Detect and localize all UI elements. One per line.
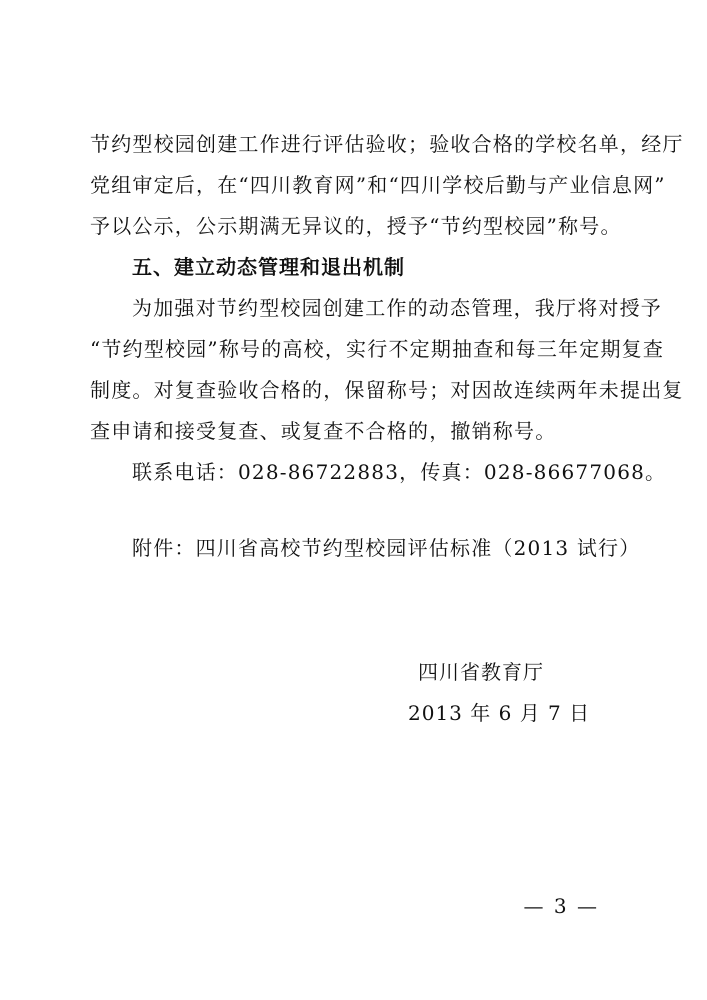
paragraph-line: 予以公示，公示期满无异议的，授予“节约型校园”称号。	[90, 214, 622, 238]
issuer-name: 四川省教育厅	[418, 660, 544, 684]
paragraph-line: 节约型校园创建工作进行评估验收；验收合格的学校名单，经厅	[90, 132, 684, 156]
contact-line: 联系电话：028-86722883，传真：028-86677068。	[132, 460, 667, 484]
paragraph-line: 查申请和接受复查、或复查不合格的，撤销称号。	[90, 419, 557, 443]
paragraph-line: 党组审定后，在“四川教育网”和“四川学校后勤与产业信息网”	[90, 173, 666, 197]
attachment-line: 附件：四川省高校节约型校园评估标准（2013 试行）	[132, 536, 641, 560]
paragraph-line: 制度。对复查验收合格的，保留称号；对因故连续两年未提出复	[90, 378, 684, 402]
page-number: — 3 —	[523, 894, 599, 918]
paragraph-line: 为加强对节约型校园创建工作的动态管理，我厅将对授予	[132, 296, 662, 320]
section-heading: 五、建立动态管理和退出机制	[132, 255, 405, 279]
paragraph-line: “节约型校园”称号的高校，实行不定期抽查和每三年定期复查	[90, 337, 665, 361]
issue-date: 2013 年 6 月 7 日	[408, 701, 591, 725]
